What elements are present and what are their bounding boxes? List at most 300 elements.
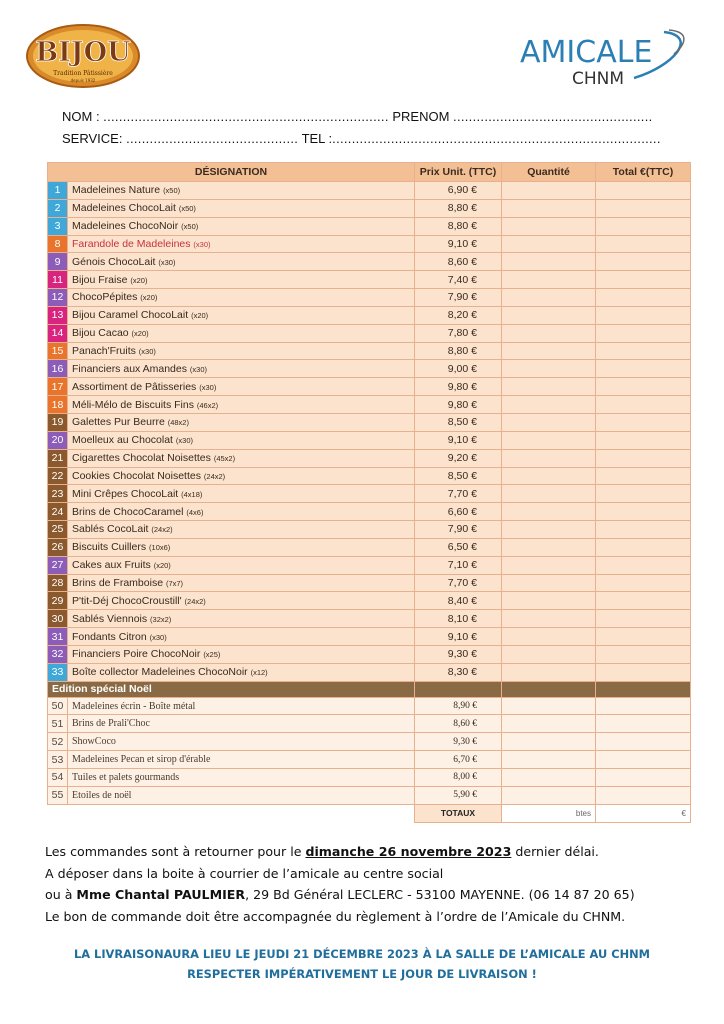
- product-number: 3: [48, 217, 68, 235]
- quantity-cell[interactable]: [502, 271, 596, 289]
- product-name-text: Farandole de Madeleines: [72, 237, 191, 250]
- product-name: Tuiles et palets gourmands: [68, 769, 415, 787]
- service-form-line: [62, 131, 661, 146]
- product-price: 6,70 €: [415, 751, 502, 769]
- product-pack: (x20): [130, 275, 148, 285]
- contact-address: , 29 Bd Général LECLERC - 53100 MAYENNE. (06 14 87 20 65): [245, 887, 635, 903]
- product-pack: (4x18): [181, 489, 203, 499]
- deadline-date: dimanche 26 novembre 2023: [305, 844, 512, 859]
- product-number: 1: [48, 182, 68, 200]
- product-price: 8,80 €: [415, 199, 502, 217]
- product-name-text: Bijou Fraise: [72, 273, 128, 286]
- quantity-cell[interactable]: [502, 663, 596, 681]
- product-number: 30: [48, 610, 68, 628]
- product-pack: (45x2): [213, 454, 236, 464]
- product-price: 9,10 €: [415, 628, 502, 646]
- table-row: [48, 182, 691, 200]
- product-price: 5,90 €: [415, 786, 502, 804]
- quantity-cell[interactable]: [502, 431, 596, 449]
- product-name-text: Bijou Cacao: [72, 327, 129, 340]
- product-name-text: Financiers aux Amandes: [72, 362, 187, 375]
- quantity-cell[interactable]: [502, 217, 596, 235]
- product-number: 16: [48, 360, 68, 378]
- product-number: 12: [48, 289, 68, 307]
- product-pack: (x30): [193, 239, 211, 249]
- product-name-text: Sablés Viennois: [72, 612, 148, 625]
- table-row: [48, 449, 691, 467]
- product-name: [68, 413, 415, 431]
- product-name: [68, 485, 415, 503]
- product-price: 8,60 €: [415, 715, 502, 733]
- prenom-label: PRENOM: [388, 109, 454, 124]
- quantity-cell[interactable]: [502, 378, 596, 396]
- deadline-text: Les commandes sont à retourner pour le: [45, 844, 306, 859]
- product-name-text: Mini Crêpes ChocoLait: [72, 487, 179, 500]
- delivery-warning-line: RESPECTER IMPÉRATIVEMENT LE JOUR DE LIVRAISON !: [187, 967, 537, 981]
- product-name: Madeleines Pecan et sirop d'érable: [68, 751, 415, 769]
- product-pack: (x50): [178, 204, 196, 214]
- product-number: 50: [48, 697, 68, 715]
- total-cell[interactable]: [596, 378, 691, 396]
- total-cell[interactable]: [596, 574, 691, 592]
- product-name: [68, 360, 415, 378]
- product-name-text: Méli-Mélo de Biscuits Fins: [72, 398, 194, 411]
- product-price: 6,60 €: [415, 503, 502, 521]
- bijou-brand-text: BIJOU: [35, 37, 131, 68]
- product-pack: (x30): [138, 347, 156, 357]
- total-cell[interactable]: [596, 556, 691, 574]
- product-number: 21: [48, 449, 68, 467]
- product-pack: (24x2): [151, 525, 173, 535]
- total-cell[interactable]: [596, 342, 691, 360]
- product-price: 9,10 €: [415, 235, 502, 253]
- product-name: [68, 289, 415, 307]
- quantity-cell[interactable]: [502, 235, 596, 253]
- amicale-brand-text: AMICALE: [520, 35, 653, 70]
- product-number: 2: [48, 199, 68, 217]
- table-row: [48, 396, 691, 414]
- table-row: [48, 485, 691, 503]
- table-row: [48, 360, 691, 378]
- product-name: [68, 592, 415, 610]
- product-price: 8,80 €: [415, 342, 502, 360]
- product-number: 8: [48, 235, 68, 253]
- nom-label: NOM :: [62, 109, 104, 124]
- total-cell[interactable]: [596, 769, 691, 787]
- table-row: [48, 751, 691, 769]
- product-number: 25: [48, 521, 68, 539]
- header-qty: Quantité: [502, 163, 596, 182]
- quantity-cell[interactable]: [502, 342, 596, 360]
- order-table: [47, 162, 691, 823]
- quantity-cell[interactable]: [502, 253, 596, 271]
- quantity-cell[interactable]: [502, 574, 596, 592]
- product-price: 7,70 €: [415, 485, 502, 503]
- quantity-cell[interactable]: [502, 360, 596, 378]
- product-price: 8,90 €: [415, 697, 502, 715]
- product-name-text: Boîte collector Madeleines ChocoNoir: [72, 666, 248, 679]
- table-row: [48, 289, 691, 307]
- table-row: [48, 645, 691, 663]
- totals-row: [48, 804, 691, 822]
- table-row: [48, 199, 691, 217]
- product-pack: (32x2): [150, 614, 172, 624]
- product-pack: (48x2): [167, 418, 189, 428]
- table-row: [48, 538, 691, 556]
- product-price: 9,20 €: [415, 449, 502, 467]
- table-row: [48, 521, 691, 539]
- quantity-cell[interactable]: [502, 556, 596, 574]
- product-name: Brins de Prali'Choc: [68, 715, 415, 733]
- table-row: [48, 592, 691, 610]
- tel-label: TEL :: [298, 131, 333, 146]
- product-name-text: Madeleines ChocoLait: [72, 202, 176, 215]
- product-name: [68, 556, 415, 574]
- product-pack: (x20): [153, 561, 171, 571]
- quantity-cell[interactable]: [502, 697, 596, 715]
- product-price: 7,80 €: [415, 324, 502, 342]
- product-name-text: Bijou Caramel ChocoLait: [72, 309, 189, 322]
- total-cell[interactable]: [596, 467, 691, 485]
- product-price: 8,00 €: [415, 769, 502, 787]
- instructions-line-4: Le bon de commande doit être accompagnée du règlement à l’ordre de l’Amicale du CHNM.: [45, 909, 626, 925]
- total-cell[interactable]: [596, 324, 691, 342]
- product-number: 53: [48, 751, 68, 769]
- total-cell[interactable]: [596, 449, 691, 467]
- product-price: 7,90 €: [415, 521, 502, 539]
- total-cell[interactable]: [596, 786, 691, 804]
- table-row: [48, 574, 691, 592]
- product-number: 28: [48, 574, 68, 592]
- quantity-cell[interactable]: [502, 182, 596, 200]
- product-pack: (24x2): [184, 596, 206, 606]
- product-pack: (x20): [191, 311, 209, 321]
- product-price: 9,80 €: [415, 378, 502, 396]
- total-cell[interactable]: [596, 610, 691, 628]
- table-row: [48, 378, 691, 396]
- product-price: 6,50 €: [415, 538, 502, 556]
- quantity-cell[interactable]: [502, 610, 596, 628]
- deadline-suffix: dernier délai.: [511, 844, 599, 859]
- product-name-text: Assortiment de Pâtisseries: [72, 380, 197, 393]
- special-edition-cell: [502, 681, 596, 697]
- product-price: 6,90 €: [415, 182, 502, 200]
- product-name-text: Panach'Fruits: [72, 345, 136, 358]
- product-name: [68, 628, 415, 646]
- name-form-line: [62, 109, 653, 124]
- quantity-cell[interactable]: [502, 324, 596, 342]
- total-cell[interactable]: [596, 289, 691, 307]
- quantity-cell[interactable]: [502, 538, 596, 556]
- total-cell[interactable]: [596, 663, 691, 681]
- table-row: [48, 306, 691, 324]
- special-edition-cell: [596, 681, 691, 697]
- table-header-row: [48, 163, 691, 182]
- product-name: [68, 574, 415, 592]
- total-cell[interactable]: [596, 306, 691, 324]
- product-name-text: Biscuits Cuillers: [72, 541, 147, 554]
- total-cell[interactable]: [596, 697, 691, 715]
- product-pack: (x30): [189, 364, 207, 374]
- product-name: [68, 324, 415, 342]
- total-cell[interactable]: [596, 628, 691, 646]
- product-price: 8,20 €: [415, 306, 502, 324]
- address-prefix: ou à: [45, 887, 77, 903]
- product-name-text: Génois ChocoLait: [72, 255, 156, 268]
- total-cell[interactable]: [596, 396, 691, 414]
- total-cell[interactable]: [596, 538, 691, 556]
- product-pack: (24x2): [203, 471, 226, 481]
- total-cell[interactable]: [596, 217, 691, 235]
- total-cell[interactable]: [596, 413, 691, 431]
- product-price: 8,10 €: [415, 610, 502, 628]
- quantity-cell[interactable]: [502, 751, 596, 769]
- product-number: 51: [48, 715, 68, 733]
- product-name-text: Moelleux au Chocolat: [72, 434, 173, 447]
- table-row: [48, 663, 691, 681]
- product-price: 8,60 €: [415, 253, 502, 271]
- total-cell[interactable]: [596, 503, 691, 521]
- product-name: [68, 182, 415, 200]
- instructions-line-2: A déposer dans la boite à courrier de l’amicale au centre social: [45, 865, 444, 881]
- product-number: 15: [48, 342, 68, 360]
- product-pack: (4x6): [186, 507, 204, 517]
- product-name-text: Financiers Poire ChocoNoir: [72, 648, 201, 661]
- product-name: [68, 253, 415, 271]
- table-row: [48, 271, 691, 289]
- table-row: [48, 769, 691, 787]
- table-row: [48, 342, 691, 360]
- product-pack: (10x6): [149, 543, 171, 553]
- product-name-text: ChocoPépites: [72, 291, 138, 304]
- product-number: 27: [48, 556, 68, 574]
- total-cell[interactable]: [596, 235, 691, 253]
- product-name: [68, 342, 415, 360]
- product-name-text: Madeleines Nature: [72, 184, 161, 197]
- quantity-cell[interactable]: [502, 503, 596, 521]
- totals-spacer: [48, 804, 415, 822]
- table-row: [48, 733, 691, 751]
- product-name: [68, 271, 415, 289]
- product-number: 20: [48, 431, 68, 449]
- total-cell[interactable]: [596, 271, 691, 289]
- product-number: 11: [48, 271, 68, 289]
- total-cell[interactable]: [596, 733, 691, 751]
- quantity-cell[interactable]: [502, 485, 596, 503]
- product-number: 54: [48, 769, 68, 787]
- delivery-date-line: LA LIVRAISONAURA LIEU LE JEUDI 21 DÉCEMBRE 2023 À LA SALLE DE L’AMICALE AU CHNM: [74, 947, 650, 961]
- product-pack: (7x7): [165, 578, 184, 588]
- table-row: [48, 715, 691, 733]
- product-name: [68, 431, 415, 449]
- total-cell[interactable]: [596, 715, 691, 733]
- product-price: 9,30 €: [415, 645, 502, 663]
- product-pack: (x12): [250, 668, 268, 678]
- nom-field[interactable]: .........................................................................: [103, 109, 389, 124]
- quantity-cell[interactable]: [502, 467, 596, 485]
- product-price: 8,50 €: [415, 467, 502, 485]
- prenom-field[interactable]: ...................................................: [453, 109, 653, 124]
- table-row: [48, 217, 691, 235]
- product-pack: (46x2): [196, 400, 219, 410]
- product-name: [68, 503, 415, 521]
- product-pack: (x25): [203, 650, 221, 660]
- product-name-text: Brins de ChocoCaramel: [72, 505, 184, 518]
- product-number: 55: [48, 786, 68, 804]
- product-number: 31: [48, 628, 68, 646]
- product-number: 14: [48, 324, 68, 342]
- quantity-cell[interactable]: [502, 289, 596, 307]
- product-number: 17: [48, 378, 68, 396]
- product-name: [68, 306, 415, 324]
- instructions: [45, 841, 695, 928]
- table-row: [48, 431, 691, 449]
- total-cell[interactable]: [596, 182, 691, 200]
- product-price: 9,10 €: [415, 431, 502, 449]
- product-name: [68, 538, 415, 556]
- product-price: 7,40 €: [415, 271, 502, 289]
- product-name-text: Fondants Citron: [72, 630, 147, 643]
- product-name: Madeleines écrin - Boîte métal: [68, 697, 415, 715]
- product-name: ShowCoco: [68, 733, 415, 751]
- product-pack: (x30): [158, 257, 176, 267]
- table-row: [48, 628, 691, 646]
- bijou-tagline: Tradition Pâtissière: [53, 70, 113, 77]
- product-name-text: Cigarettes Chocolat Noisettes: [72, 452, 211, 465]
- service-field[interactable]: ............................................: [126, 131, 299, 146]
- product-name: [68, 645, 415, 663]
- quantity-cell[interactable]: [502, 592, 596, 610]
- table-row: [48, 324, 691, 342]
- product-pack: (x30): [175, 436, 193, 446]
- product-price: 8,80 €: [415, 217, 502, 235]
- product-number: 19: [48, 413, 68, 431]
- total-cell[interactable]: [596, 431, 691, 449]
- product-name: Etoiles de noël: [68, 786, 415, 804]
- product-pack: (x50): [181, 222, 199, 232]
- product-number: 33: [48, 663, 68, 681]
- delivery-notice: [0, 944, 724, 984]
- total-cell[interactable]: [596, 521, 691, 539]
- total-cell[interactable]: [596, 751, 691, 769]
- product-price: 7,10 €: [415, 556, 502, 574]
- product-number: 26: [48, 538, 68, 556]
- product-name: [68, 449, 415, 467]
- product-number: 9: [48, 253, 68, 271]
- table-row: [48, 503, 691, 521]
- product-name-text: Sablés CocoLait: [72, 523, 149, 536]
- table-row: [48, 610, 691, 628]
- table-row: [48, 556, 691, 574]
- total-cell[interactable]: [596, 360, 691, 378]
- product-price: 9,30 €: [415, 733, 502, 751]
- table-row: [48, 467, 691, 485]
- amicale-logo: [514, 26, 694, 90]
- header-price: Prix Unit. (TTC): [415, 163, 502, 182]
- table-row: [48, 697, 691, 715]
- instructions-line-1: [45, 841, 695, 863]
- product-name-text: Brins de Framboise: [72, 576, 164, 589]
- product-name-text: Galettes Pur Beurre: [72, 416, 165, 429]
- product-number: 52: [48, 733, 68, 751]
- product-name-text: Cookies Chocolat Noisettes: [72, 469, 201, 482]
- product-price: 7,90 €: [415, 289, 502, 307]
- total-cell[interactable]: [596, 199, 691, 217]
- totals-quantity[interactable]: btes: [502, 804, 596, 822]
- product-name-text: P'tit-Déj ChocoCroustill': [72, 594, 182, 607]
- product-price: 8,50 €: [415, 413, 502, 431]
- product-number: 24: [48, 503, 68, 521]
- product-number: 32: [48, 645, 68, 663]
- product-name-text: Madeleines ChocoNoir: [72, 220, 179, 233]
- product-name: [68, 199, 415, 217]
- product-name: [68, 217, 415, 235]
- product-pack: (x20): [140, 293, 158, 303]
- quantity-cell[interactable]: [502, 786, 596, 804]
- quantity-cell[interactable]: [502, 449, 596, 467]
- product-price: 8,40 €: [415, 592, 502, 610]
- table-row: [48, 786, 691, 804]
- tel-field[interactable]: ....................................................................................: [332, 131, 661, 146]
- quantity-cell[interactable]: [502, 521, 596, 539]
- header-designation: DÉSIGNATION: [48, 163, 415, 182]
- quantity-cell[interactable]: [502, 413, 596, 431]
- special-edition-cell: [415, 681, 502, 697]
- contact-name: Mme Chantal PAULMIER: [76, 887, 246, 903]
- special-edition-title: Edition spécial Noël: [48, 681, 415, 697]
- header-total: Total €(TTC): [596, 163, 691, 182]
- product-name: [68, 378, 415, 396]
- product-name: [68, 235, 415, 253]
- table-row: [48, 235, 691, 253]
- product-name: [68, 521, 415, 539]
- quantity-cell[interactable]: [502, 715, 596, 733]
- total-cell[interactable]: [596, 592, 691, 610]
- product-name: [68, 610, 415, 628]
- total-cell[interactable]: [596, 485, 691, 503]
- product-number: 29: [48, 592, 68, 610]
- special-edition-header: [48, 681, 691, 697]
- amicale-sub-text: CHNM: [572, 69, 625, 89]
- table-row: [48, 253, 691, 271]
- quantity-cell[interactable]: [502, 306, 596, 324]
- bijou-since: depuis 1932: [70, 78, 96, 83]
- totals-amount[interactable]: €: [596, 804, 691, 822]
- product-name: [68, 467, 415, 485]
- product-pack: (x30): [199, 382, 217, 392]
- quantity-cell[interactable]: [502, 733, 596, 751]
- total-cell[interactable]: [596, 253, 691, 271]
- service-label: SERVICE:: [62, 131, 127, 146]
- quantity-cell[interactable]: [502, 645, 596, 663]
- product-name: [68, 396, 415, 414]
- bijou-logo: [24, 22, 142, 92]
- product-number: 23: [48, 485, 68, 503]
- product-number: 13: [48, 306, 68, 324]
- product-pack: (x50): [163, 186, 181, 196]
- product-number: 18: [48, 396, 68, 414]
- quantity-cell[interactable]: [502, 628, 596, 646]
- product-price: 8,30 €: [415, 663, 502, 681]
- product-name: [68, 663, 415, 681]
- quantity-cell[interactable]: [502, 769, 596, 787]
- quantity-cell[interactable]: [502, 396, 596, 414]
- quantity-cell[interactable]: [502, 199, 596, 217]
- product-number: 22: [48, 467, 68, 485]
- total-cell[interactable]: [596, 645, 691, 663]
- product-price: 7,70 €: [415, 574, 502, 592]
- instructions-line-3: [45, 884, 695, 906]
